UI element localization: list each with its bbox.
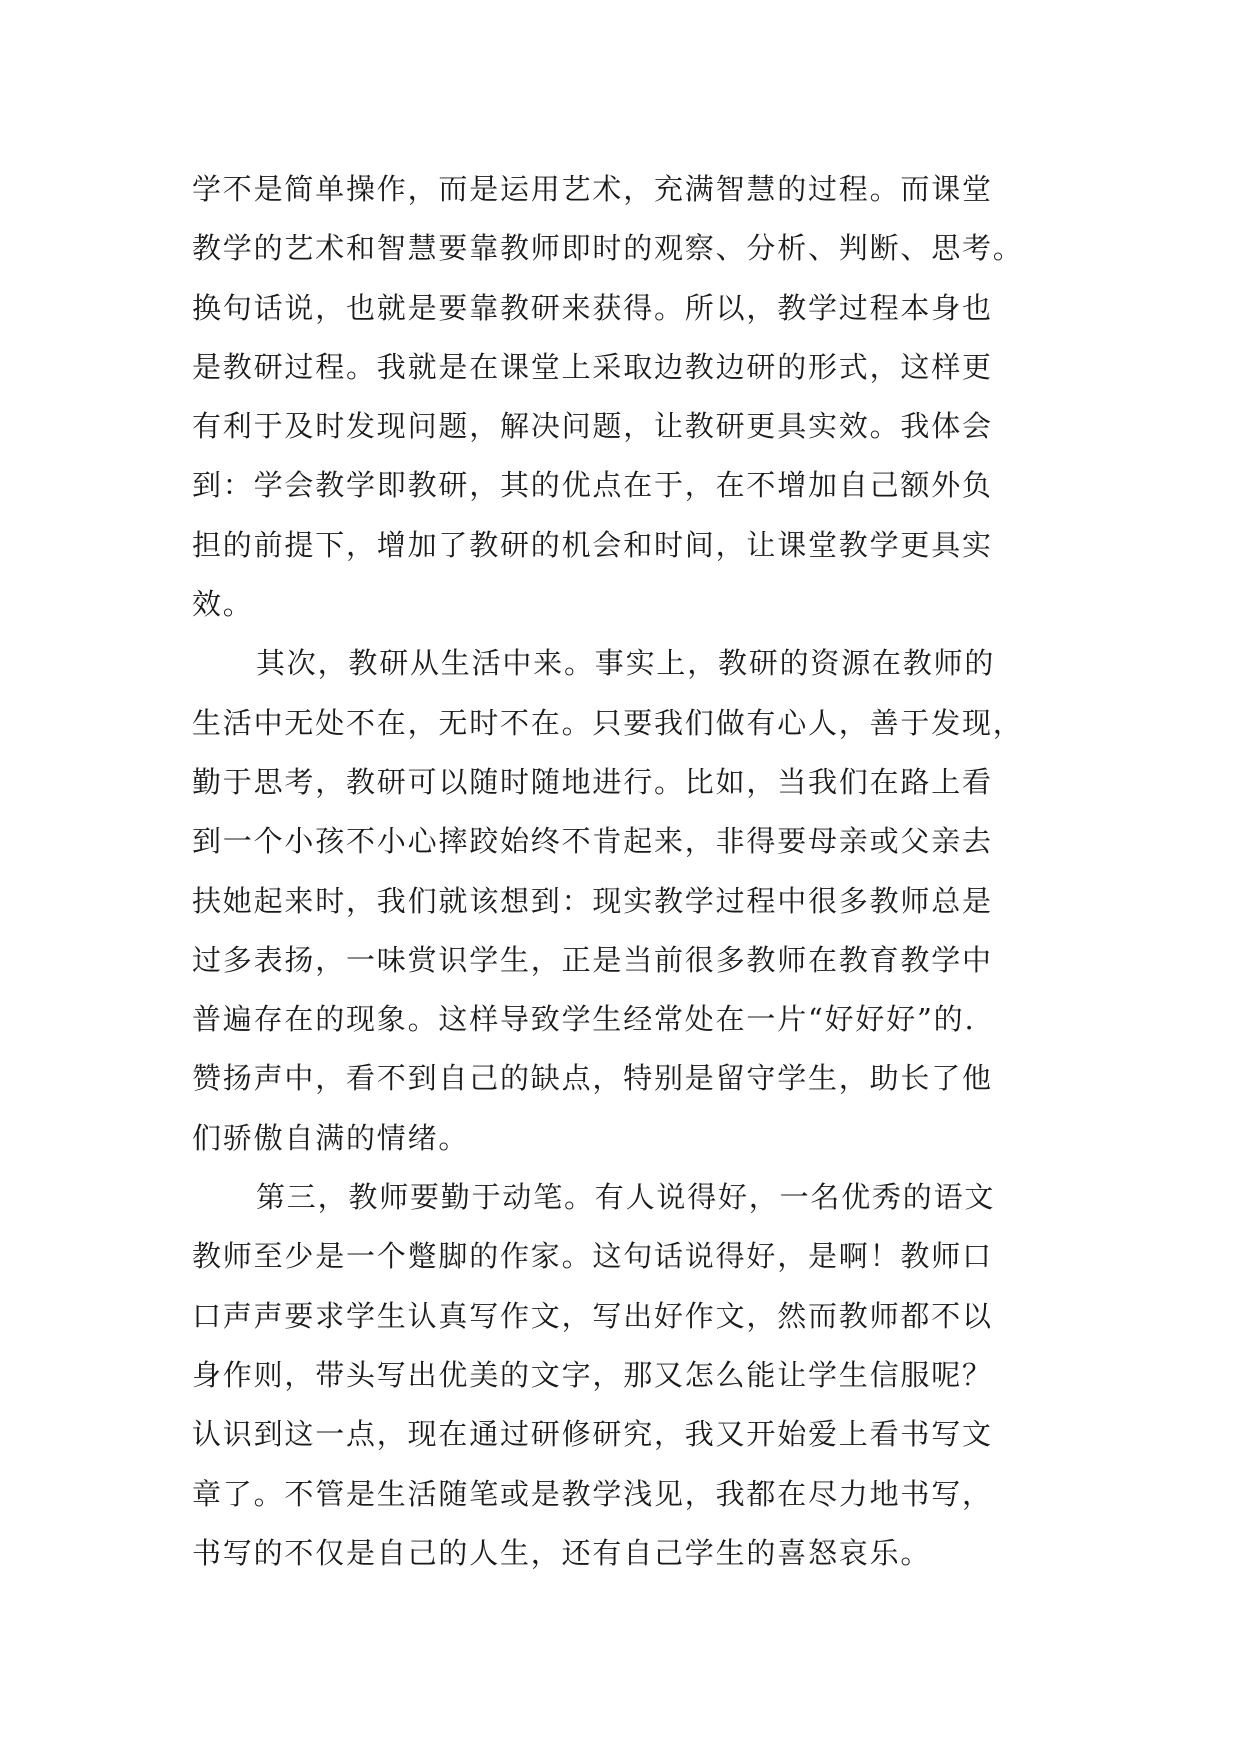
body-text — [192, 160, 1062, 1583]
text-line: 学不是简单操作，而是运用艺术，充满智慧的过程。而课堂 — [192, 172, 993, 206]
text-line: 认识到这一点，现在通过研修研究，我又开始爱上看书写文 — [192, 1417, 993, 1452]
text-line: 效。 — [192, 587, 254, 622]
text-line: 生活中无处不在，无时不在。只要我们做有心人，善于发现， — [192, 705, 1024, 740]
text-line: 身作则，带头写出优美的文字，那又怎么能让学生信服呢？ — [192, 1357, 993, 1392]
text-line: 到一个小孩不小心摔跤始终不肯起来，非得要母亲或父亲去 — [192, 824, 993, 859]
text-line: 赞扬声中，看不到自己的缺点，特别是留守学生，助长了他 — [192, 1061, 993, 1096]
text-line: 勤于思考，教研可以随时随地进行。比如，当我们在路上看 — [192, 764, 993, 799]
text-line: 担的前提下，增加了教研的机会和时间，让课堂教学更具实 — [192, 527, 993, 562]
text-line: 教学的艺术和智慧要靠教师即时的观察、分析、判断、思考。 — [192, 231, 1024, 266]
paragraph-start-line: 其次，教研从生活中来。事实上，教研的资源在教师的 — [256, 646, 996, 681]
text-line: 教师至少是一个蹩脚的作家。这句话说得好，是啊！教师口 — [192, 1239, 993, 1274]
text-line: 章了。不管是生活随笔或是教学浅见，我都在尽力地书写， — [192, 1476, 993, 1511]
text-line: 过多表扬，一味赏识学生，正是当前很多教师在教育教学中 — [192, 942, 993, 977]
text-line: 们骄傲自满的情绪。 — [192, 1120, 470, 1155]
text-line: 有利于及时发现问题，解决问题，让教研更具实效。我体会 — [192, 409, 993, 444]
paragraph-start-line: 第三，教师要勤于动笔。有人说得好，一名优秀的语文 — [256, 1180, 996, 1215]
text-line: 口声声要求学生认真写作文，写出好作文，然而教师都不以 — [192, 1298, 993, 1333]
text-line: 到：学会教学即教研，其的优点在于，在不增加自己额外负 — [192, 468, 993, 503]
text-line: 普遍存在的现象。这样导致学生经常处在一片“好好好”的. — [192, 1002, 976, 1037]
text-line: 换句话说，也就是要靠教研来获得。所以，教学过程本身也 — [192, 290, 993, 325]
text-line: 是教研过程。我就是在课堂上采取边教边研的形式，这样更 — [192, 349, 993, 384]
text-line: 扶她起来时，我们就该想到：现实教学过程中很多教师总是 — [192, 883, 993, 918]
text-line: 书写的不仅是自己的人生，还有自己学生的喜怒哀乐。 — [192, 1535, 932, 1570]
